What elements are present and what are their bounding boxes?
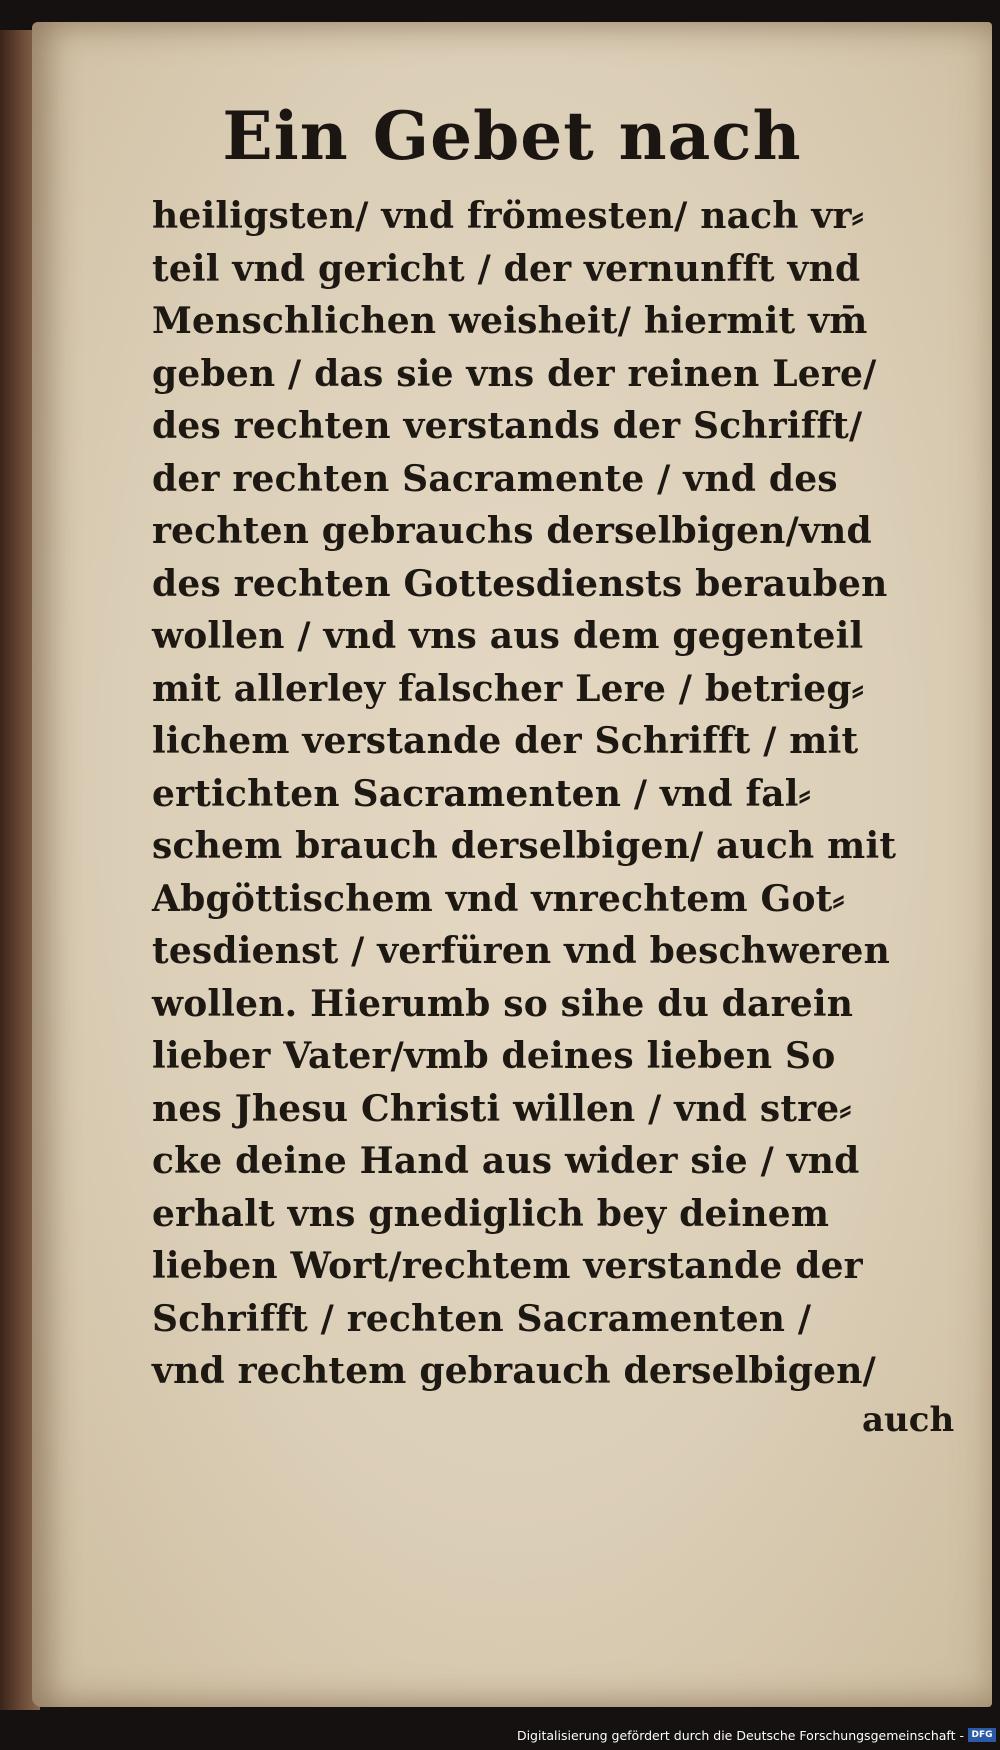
text-line: des rechten Gottesdiensts berauben (152, 562, 888, 605)
text-line: des rechten verstands der Schrifft/ (152, 405, 863, 447)
footer-bar (0, 1720, 1000, 1750)
text-line: rechten gebrauchs derselbigen/vnd (152, 510, 872, 552)
body-text (152, 190, 982, 1398)
text-line: Abgöttischem vnd vnrechtem Got⸗ (152, 877, 845, 920)
text-line: wollen. Hierumb so sihe du darein (152, 982, 854, 1025)
text-line: lieber Vater/vmb deines lieben So (152, 1035, 836, 1077)
page-heading: Ein Gebet nach (222, 97, 802, 175)
text-line: mit allerley falscher Lere / betrieg⸗ (152, 667, 864, 710)
text-line: Schrifft / rechten Sacramenten / (152, 1297, 812, 1340)
text-line: Menschlichen weisheit/ hiermit vm̄ (152, 300, 868, 342)
text-line: tesdienst / verfüren vnd beschweren (152, 930, 891, 972)
text-line: geben / das sie vns der reinen Lere/ (152, 352, 877, 395)
dfg-logo: DFG (968, 1728, 996, 1742)
text-line: teil vnd gericht / der vernunfft vnd (152, 247, 861, 290)
text-line: erhalt vns gnediglich bey deinem (152, 1192, 830, 1235)
book-page (32, 22, 992, 1707)
text-line: cke deine Hand aus wider sie / vnd (152, 1140, 860, 1182)
text-line: vnd rechtem gebrauch derselbigen/ (152, 1350, 876, 1392)
catchword: auch (862, 1400, 955, 1440)
text-line: heiligsten/ vnd frömesten/ nach vr⸗ (152, 195, 864, 237)
text-line: lieben Wort/rechtem verstande der (152, 1245, 863, 1287)
text-line: schem brauch derselbigen/ auch mit (152, 825, 897, 867)
text-line: ertichten Sacramenten / vnd fal⸗ (152, 772, 811, 815)
text-line: nes Jhesu Christi willen / vnd stre⸗ (152, 1087, 852, 1130)
text-line: lichem verstande der Schrifft / mit (152, 720, 859, 762)
text-line: der rechten Sacramente / vnd des (152, 457, 838, 500)
funding-note: Digitalisierung gefördert durch die Deutsche Forschungsgemeinschaft - (516, 1728, 964, 1743)
text-line: wollen / vnd vns aus dem gegenteil (152, 615, 864, 657)
